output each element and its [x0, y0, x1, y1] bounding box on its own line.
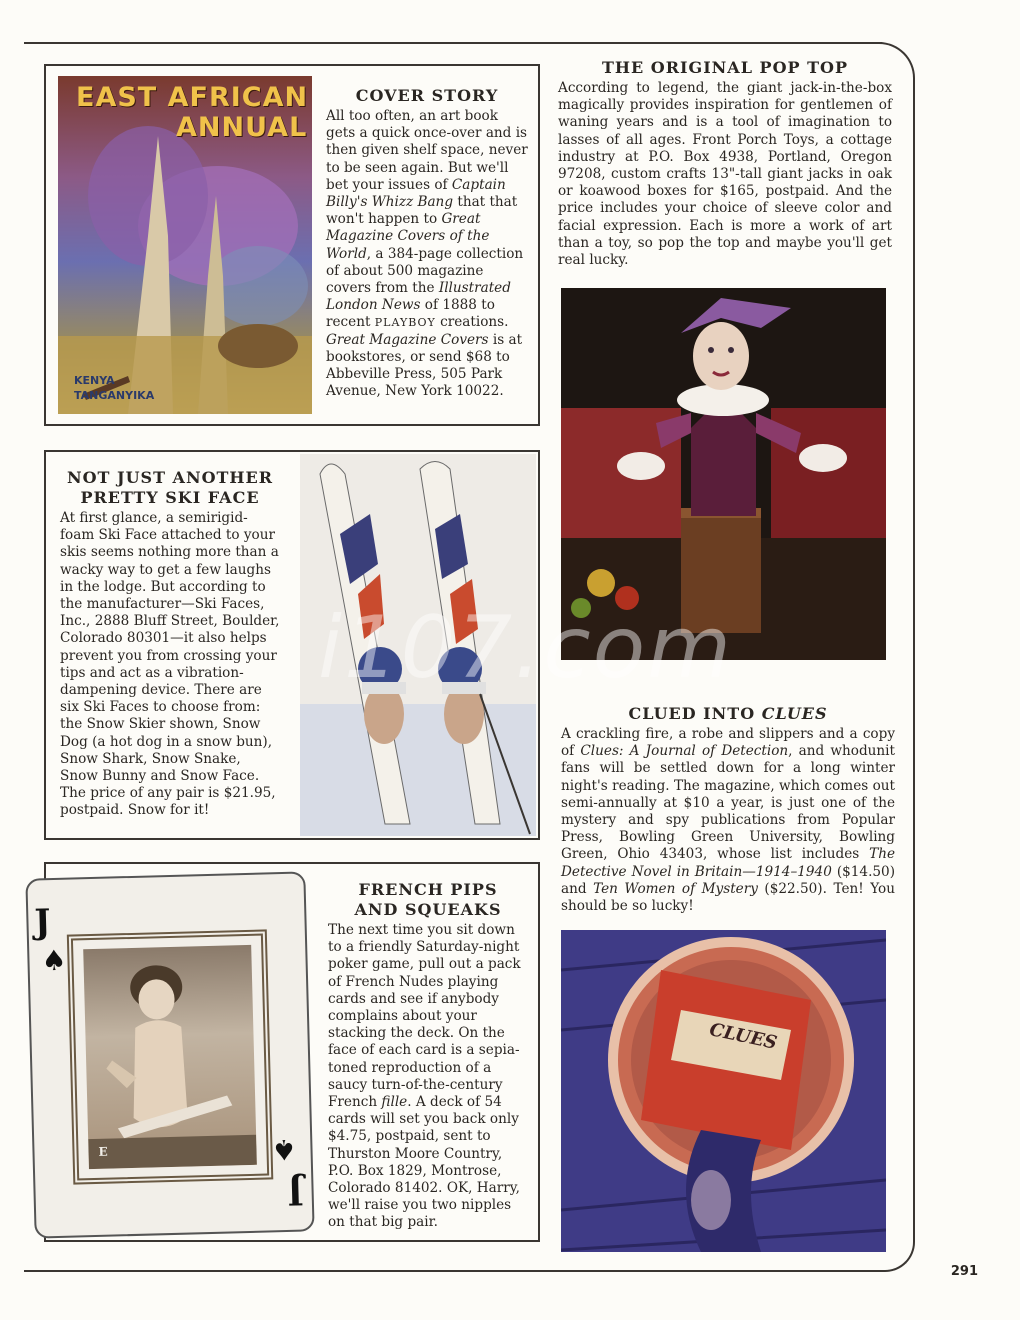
clues-headline-italic: CLUES [761, 704, 828, 723]
clues-headline [561, 704, 895, 724]
french-p1: The next time you sit down to a friendly Saturday-night poker game, pull out a pack of French Nudes playing cards and see if anybody complains about your stacking the deck. On the face of each card is a sepia-toned reproduction of a saucy turn-of-the-century French [328, 922, 521, 1111]
card-rank-bottom: J [287, 1171, 305, 1212]
top-rule [24, 42, 882, 44]
page-number: 291 [950, 1264, 978, 1279]
clues-book-label: CLUES [707, 1019, 779, 1054]
clues-p2: , and whodunit fans will be settled down for a long winter night's reading. The magazine, which comes out semi-annually at $10 a year, is just one of the mystery and spy publications from Popular Press, Bowling Green University, Bowling Green, Ohio 43403, whose list includes [561, 743, 895, 863]
french-pips-headline-line1: FRENCH PIPS [358, 880, 498, 899]
cover-footer-line2: TANGANYIKA [74, 389, 155, 402]
card-rank-top: J [33, 902, 52, 943]
french-pips-text [328, 880, 528, 1232]
pop-top-body: According to legend, the giant jack-in-the-box magically provides inspiration for gentlemen of waning years and is a tool of imagination to lasses of all ages. Front Porch Toys, a cottage industry at P.O. Box 4938, Portland, Oregon 97208, custom crafts 13"-tall giant jacks in oak or koawood boxes for $165, postpaid. And the price includes your choice of sleeve color and facial expression. Each is more a work of art than a toy, so pop the top and maybe you'll get real lucky. [558, 80, 892, 269]
cover-p3: , a 384-page collection of about 500 magazine covers from the [326, 245, 524, 297]
french-p2: . A deck of 54 cards will set you back only $4.75, postpaid, sent to Thurston Moore Country, P.O. Box 1829, Montrose, Colorado 81402. OK, Harry, we'll raise you two nipples on that big pair. [328, 1094, 520, 1231]
spade-icon-top: ♠ [41, 943, 68, 978]
ski-face-body: At first glance, a semirigid-foam Ski Face attached to your skis seems nothing more than a wacky way to get a few laughs in the lodge. But according to the manufacturer—Ski Faces, Inc., 2888 Bluff Street, Boulder, Colorado 80301—it also helps prevent you from crossing your tips and act as a vibration-dampening device. There are six Ski Faces to choose from: the Snow Skier shown, Snow Dog (a hot dog in a snow bun), Snow Shark, Snow Snake, Snow Bunny and Snow Face. The price of any pair is $21.95, postpaid. Snow for it! [60, 510, 280, 819]
cover-story-headline: COVER STORY [355, 86, 499, 105]
ski-face-headline-line2: PRETTY SKI FACE [80, 488, 260, 507]
magazine-cover-image [58, 76, 312, 414]
cover-footer-line1: KENYA [74, 374, 115, 387]
spade-icon-bottom: ♠ [270, 1132, 297, 1167]
cover-story-body [326, 108, 528, 400]
magnifier-illustration [561, 930, 886, 1252]
clues-headline-pre: CLUED INTO [628, 704, 762, 723]
cover-i2: Great Magazine Covers of the World [326, 211, 490, 262]
card-portrait [83, 945, 257, 1169]
ski-face-headline-line1: NOT JUST ANOTHER [66, 468, 274, 487]
cover-p6: is at bookstores, or send $68 to Abbeville Press, 505 Park Avenue, New York 10022. [326, 331, 523, 400]
cover-title-line1: EAST AFRICAN [76, 82, 309, 113]
cover-title-line2: ANNUAL [176, 112, 308, 143]
clues-i1: Clues: A Journal of Detection [580, 743, 789, 760]
cover-p5: creations. [435, 314, 509, 331]
clues-p3: ($14.50) and [561, 863, 896, 897]
cover-i1: Captain Billy's Whizz Bang [326, 176, 506, 211]
cover-story-text [326, 86, 528, 400]
watermark: i107.com [318, 598, 734, 698]
clues-i2: The Detective Novel in Britain—1914–1940 [561, 846, 895, 880]
cover-p1: All too often, an art book gets a quick once-over and is then given shelf space, never to be seen again. But we'll bet your issues of [326, 108, 528, 193]
pop-top-headline: THE ORIGINAL POP TOP [602, 58, 848, 77]
card-photo [83, 945, 257, 1169]
cover-p2: that that won't happen to [326, 194, 518, 228]
clues-p1: A crackling fire, a robe and slippers and a copy of [561, 726, 895, 760]
right-rule [913, 100, 915, 1230]
clues-i3: Ten Women of Mystery [593, 880, 758, 897]
card-photo-letter: E [98, 1144, 108, 1159]
clues-text [561, 704, 895, 915]
french-i1: fille [381, 1094, 408, 1111]
cover-story-box [44, 64, 540, 426]
bottom-rule [24, 1270, 884, 1272]
clues-body [561, 726, 895, 915]
cover-playboy: PLAYBOY [374, 316, 436, 330]
french-pips-headline-line2: AND SQUEAKS [354, 900, 502, 919]
ski-face-text [60, 468, 280, 820]
cover-p4: of 1888 to recent [326, 297, 495, 331]
cover-i3: Illustrated London News [326, 280, 511, 314]
clues-p4: ($22.50). Ten! You should be so lucky! [561, 880, 895, 915]
playing-card [25, 871, 314, 1238]
french-pips-body [328, 922, 528, 1232]
pop-top-text [558, 58, 892, 269]
cover-i4: Great Magazine Covers [326, 331, 489, 348]
clues-illustration [561, 930, 886, 1252]
